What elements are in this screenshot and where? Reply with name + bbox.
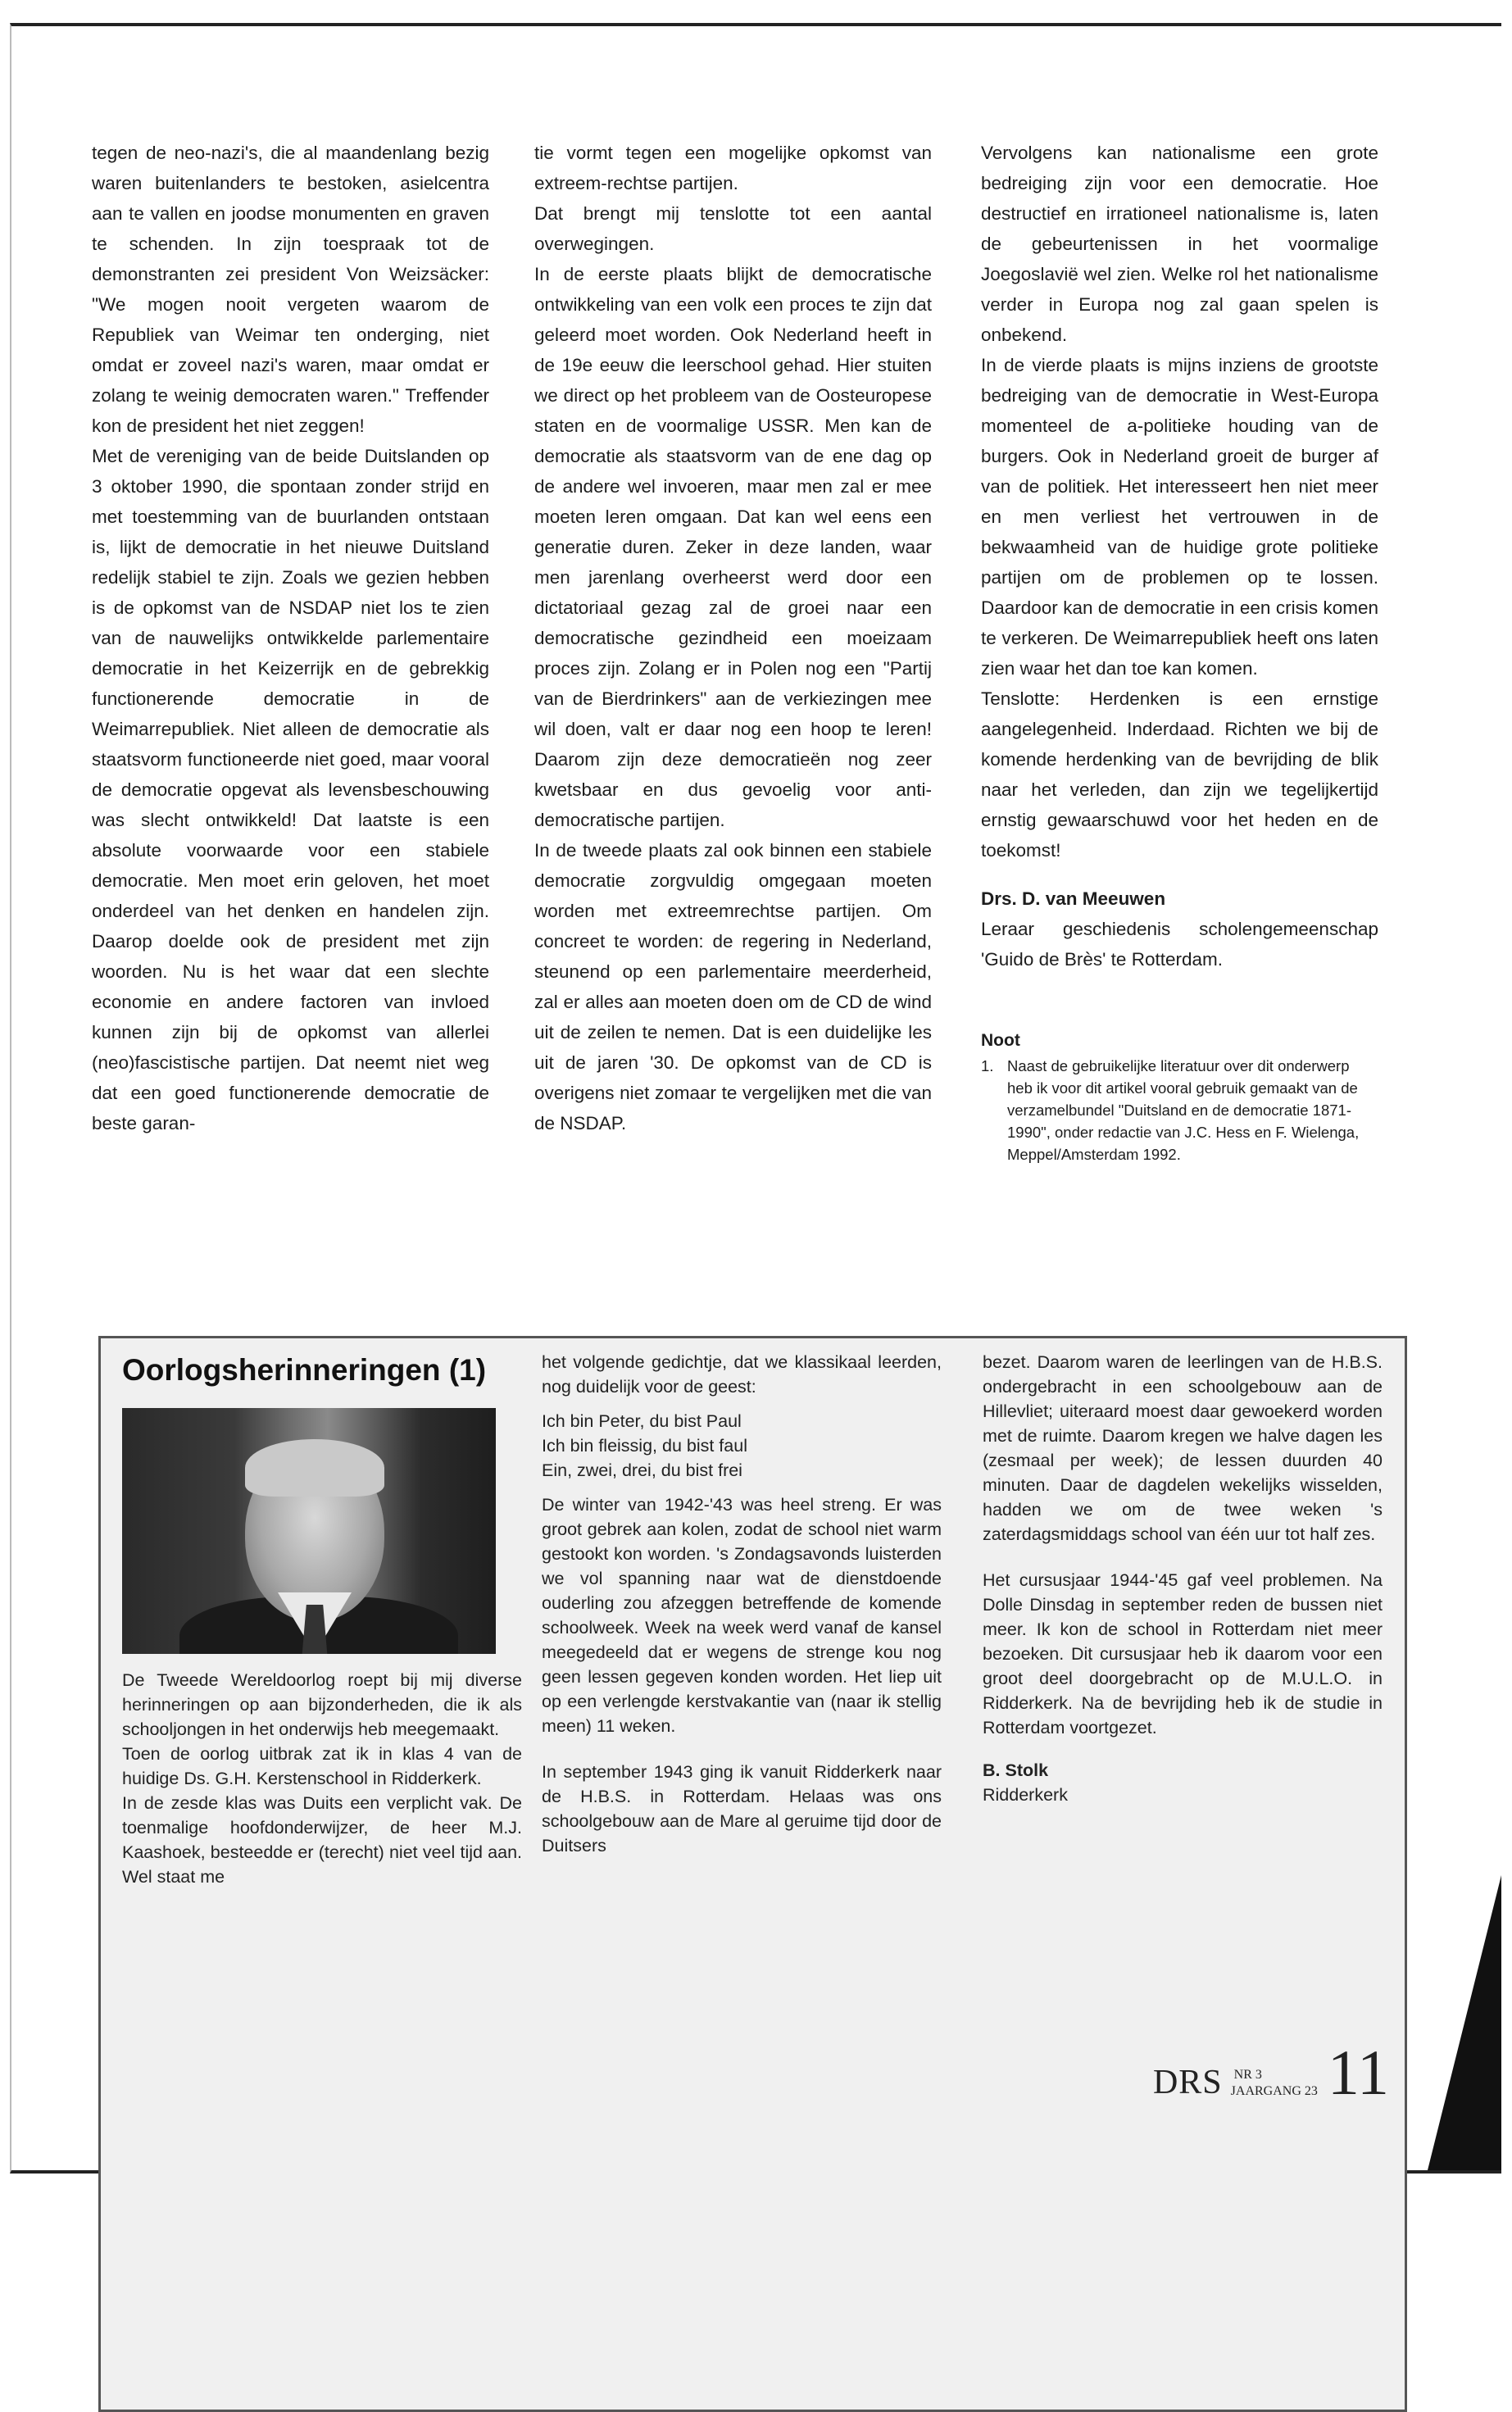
article-paragraph: Vervolgens kan nationalisme een grote bedreiging zijn voor een democratie. Hoe destructief en irrationeel nationalisme is, laten de gebeurtenissen in het voormalige Joegoslavië wel zien. Welke rol het nationalisme verder in Europa nog zal gaan spelen is onbekend. bbox=[981, 143, 1378, 345]
page-footer bbox=[1152, 2037, 1389, 2108]
box-column-2 bbox=[542, 1350, 942, 1858]
article-paragraph: Dat brengt mij tenslotte tot een aantal overwegingen. bbox=[534, 203, 932, 254]
author-role: Leraar geschiedenis scholengemeenschap 'Guido de Brès' te Rotterdam. bbox=[981, 919, 1378, 970]
poem-line: Ein, zwei, drei, du bist frei bbox=[542, 1460, 742, 1480]
box-paragraph: het volgende gedichtje, dat we klassikaal leerden, nog duidelijk voor de geest: bbox=[542, 1352, 942, 1397]
portrait-photo bbox=[122, 1408, 496, 1654]
box-paragraph: Toen de oorlog uitbrak zat ik in klas 4 van de huidige Ds. G.H. Kerstenschool in Ridderkerk. bbox=[122, 1744, 522, 1788]
box-title: Oorlogsherinneringen (1) bbox=[122, 1353, 487, 1387]
footnote-number: 1. bbox=[981, 1057, 994, 1074]
article-column-1 bbox=[92, 138, 489, 1138]
article-paragraph: Tenslotte: Herdenken is een ernstige aangelegenheid. Inderdaad. Richten we bij de komende herdenking van de bevrijding de blik naar het verleden, dan zijn we tegelijkertijd ernstig gewaarschuwd voor het heden en de toekomst! bbox=[981, 688, 1378, 861]
signature-place: Ridderkerk bbox=[983, 1785, 1068, 1805]
article-paragraph: In de eerste plaats blijkt de democratische ontwikkeling van een volk een proces te zijn dat geleerd moet worden. Ook Nederland heeft in de 19e eeuw die leerschool gehad. Hier stuiten we direct op het probleem van de Oosteuropese staten en de voormalige USSR. Men kan de democratie als staatsvorm van de ene dag op de andere wel invoeren, maar men zal er mee moeten leren omgaan. Dat kan wel eens een generatie duren. Zeker in deze landen, waar men jarenlang overheerst werd door een dictatoriaal gezag zal de groei naar een democratische gezindheid een moeizaam proces zijn. Zolang er in Polen nog een "Partij van de Bierdrinkers" aan de verkiezingen mee wil doen, valt er daar nog een hoop te leren! Daarom zijn deze democratieën nog zeer kwetsbaar en dus gevoelig voor anti-democratische partijen. bbox=[534, 264, 932, 830]
article-paragraph: In de tweede plaats zal ook binnen een stabiele democratie zorgvuldig omgegaan moeten worden met extreemrechtse partijen. Om concreet te worden: de regering in Nederland, steunend op een parlementaire meerderheid, zal er alles aan moeten doen om de CD de wind uit de zeilen te nemen. Dat is een duidelijke les uit de jaren '30. De opkomst van de CD is overigens niet zomaar te vergelijken met die van de NSDAP. bbox=[534, 840, 932, 1133]
article-paragraph: tegen de neo-nazi's, die al maandenlang bezig waren buitenlanders te bestoken, asielcentra aan te vallen en joodse monumenten en graven te schenden. In zijn toespraak tot de demonstranten zei president Von Weizsäcker: "We mogen nooit vergeten waarom de Republiek van Weimar ten onderging, niet omdat er zoveel nazi's waren, maar omdat er zolang te weinig democraten waren." Treffender kon de president het niet zeggen! bbox=[92, 143, 489, 436]
article-paragraph: tie vormt tegen een mogelijke opkomst van extreem-rechtse partijen. bbox=[534, 143, 932, 193]
corner-mark bbox=[1428, 1875, 1501, 2170]
author-block bbox=[981, 883, 1378, 974]
poem bbox=[542, 1409, 942, 1483]
issue-number: NR 3 bbox=[1233, 2068, 1262, 2082]
box-paragraph: De winter van 1942-'43 was heel streng. Er was groot gebrek aan kolen, zodat de school niet warm gestookt kon worden. 's Zondagsavonds luisterden we vol spanning naar wat de dienstdoende ouderling zou afzeggen betreffende de komende schoolweek. Week na week werd vanaf de kansel meegedeeld dat er wegens de strenge kou nog geen lessen gegeven konden worden. Het liep uit op een verlengde kerstvakantie van (naar ik stellig meen) 11 weken. bbox=[542, 1495, 942, 1736]
article-column-3 bbox=[981, 138, 1378, 1165]
box-column-1 bbox=[122, 1668, 522, 1889]
author-name: Drs. D. van Meeuwen bbox=[981, 888, 1166, 909]
sidebar-box bbox=[98, 1336, 1407, 2412]
article-column-2 bbox=[534, 138, 932, 1138]
poem-line: Ich bin Peter, du bist Paul bbox=[542, 1411, 742, 1431]
article-paragraph: Met de vereniging van de beide Duitslanden op 3 oktober 1990, die spontaan zonder strijd en met toestemming van de buurlanden ontstaan is, lijkt de democratie in het nieuwe Duitsland redelijk stabiel te zijn. Zoals we gezien hebben is de opkomst van de NSDAP niet los te zien van de nauwelijks ontwikkelde parlementaire democratie in het Keizerrijk en de gebrekkig functionerende democratie in de Weimarrepubliek. Niet alleen de democratie als staatsvorm functioneerde niet goed, maar vooral de democratie opgevat als levensbeschouwing was slecht ontwikkeld! Dat laatste is een absolute voorwaarde voor een stabiele democratie. Men moet erin geloven, het moet onderdeel van het denken en handelen zijn. Daarop doelde ook de president met zijn woorden. Nu is het waar dat een slechte economie en andere factoren van invloed kunnen zijn bij de opkomst van allerlei (neo)fascistische partijen. Dat neemt niet weg dat een goed functionerende democratie de beste garan- bbox=[92, 446, 489, 1133]
box-column-3 bbox=[983, 1350, 1383, 1807]
article-paragraph: In de vierde plaats is mijns inziens de grootste bedreiging van de democratie in West-Europa momenteel de a-politieke houding van de burgers. Ook in Nederland groeit de burger af van de politiek. Het interesseert hen niet meer en men verliest het vertrouwen in de bekwaamheid van de huidige grote politieke partijen om de problemen op te lossen. Daardoor kan de democratie in een crisis komen te verkeren. De Weimarrepubliek heeft ons laten zien waar het dan toe kan komen. bbox=[981, 355, 1378, 679]
issue-info bbox=[1231, 2067, 1318, 2100]
magazine-name: DRS bbox=[1152, 2064, 1223, 2101]
volume-number: JAARGANG 23 bbox=[1230, 2084, 1318, 2098]
footnote bbox=[981, 1055, 1378, 1165]
box-paragraph: In de zesde klas was Duits een verplicht vak. De toenmalige hoofdonderwijzer, de heer M.J. Kaashoek, besteedde er (terecht) niet veel tijd aan. Wel staat me bbox=[122, 1793, 522, 1887]
poem-line: Ich bin fleissig, du bist faul bbox=[542, 1436, 747, 1456]
box-paragraph: Het cursusjaar 1944-'45 gaf veel problemen. Na Dolle Dinsdag in september reden de bussen niet meer. Ik kon de school in Rotterdam niet meer bezoeken. Dit cursusjaar heb ik daarom voor een groot deel doorgebracht op de M.U.L.O. in Ridderkerk. Na de bevrijding heb ik de studie in Rotterdam voortgezet. bbox=[983, 1570, 1383, 1737]
box-paragraph: In september 1943 ging ik vanuit Ridderkerk naar de H.B.S. in Rotterdam. Helaas was ons schoolgebouw aan de Mare al geruime tijd door de Duitsers bbox=[542, 1762, 942, 1856]
box-paragraph: bezet. Daarom waren de leerlingen van de H.B.S. ondergebracht in een schoolgebouw aan de Hillevliet; uiteraard moest daar gewoekerd worden met de ruimte. Daarom kregen we halve dagen les (zesmaal per week); de lessen duurden 40 minuten. Daar de dagdelen wekelijks wisselden, hadden we om de twee weken 's zaterdagsmiddags school van één uur tot half zes. bbox=[983, 1352, 1383, 1544]
footnote-text: Naast de gebruikelijke literatuur over dit onderwerp heb ik voor dit artikel vooral gebruik gemaakt van de verzamelbundel "Duitsland en de democratie 1871-1990", onder redactie van J.C. Hess en F. Wielenga, Meppel/Amsterdam 1992. bbox=[1007, 1057, 1360, 1163]
page-number: 11 bbox=[1327, 2037, 1389, 2108]
note-title: Noot bbox=[981, 1031, 1020, 1050]
box-paragraph: De Tweede Wereldoorlog roept bij mij diverse herinneringen op aan bijzonderheden, die ik als schooljongen in het onderwijs heb meegemaakt. bbox=[122, 1670, 522, 1739]
signature-name: B. Stolk bbox=[983, 1760, 1049, 1780]
